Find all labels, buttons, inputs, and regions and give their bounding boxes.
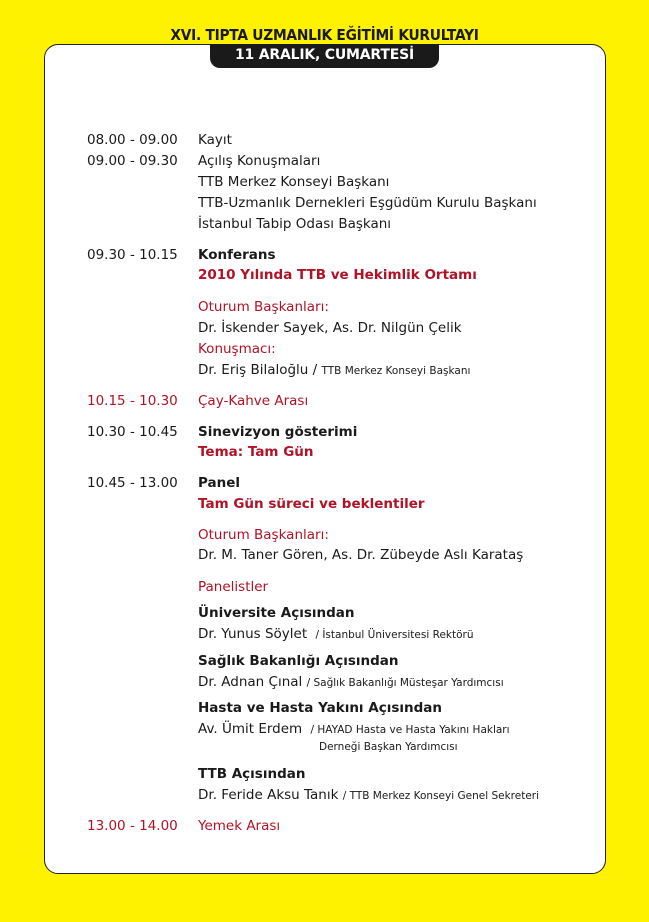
panelist-role: / İstanbul Üniversitesi Rektörü [315,629,474,641]
chairs-names: Dr. İskender Sayek, As. Dr. Nilgün Çelik [198,320,462,336]
speaker-role: TTB Merkez Konseyi Başkanı [321,365,471,377]
speaker-item: İstanbul Tabip Odası Başkanı [198,216,392,232]
speaker-line [198,362,470,378]
session-time: 13.00 - 14.00 [87,818,178,834]
panelist-role: / Sağlık Bakanlığı Müsteşar Yardımcısı [306,677,504,689]
session-title: Kayıt [198,132,232,148]
speaker-item: TTB Merkez Konseyi Başkanı [198,174,390,190]
panelist-line [198,721,510,737]
session-time: 10.15 - 10.30 [87,393,178,409]
chairs-label: Oturum Başkanları: [198,527,329,543]
session-title: Çay-Kahve Arası [198,393,309,409]
session-subtitle: Tam Gün süreci ve beklentiler [198,496,425,512]
panelist-heading: TTB Açısından [198,766,306,782]
speaker-name: Dr. Eriş Bilaloğlu / [198,362,318,378]
session-title: Konferans [198,247,276,263]
panelist-name: Av. Ümit Erdem [198,721,303,737]
session-title: Açılış Konuşmaları [198,153,321,169]
panelist-line [198,674,504,690]
chairs-names: Dr. M. Taner Gören, As. Dr. Zübeyde Aslı Karataş [198,547,524,563]
panelists-label: Panelistler [198,579,269,595]
panelist-line [198,626,474,642]
panelist-name: Dr. Yunus Söylet [198,626,308,642]
session-time: 09.00 - 09.30 [87,153,178,169]
session-time: 09.30 - 10.15 [87,247,178,263]
panelist-line [198,787,539,803]
panelist-heading: Üniversite Açısından [198,605,355,621]
session-time: 10.45 - 13.00 [87,475,178,491]
session-title: Yemek Arası [198,818,281,834]
panelist-role: / HAYAD Hasta ve Hasta Yakını Hakları [310,724,510,736]
panelist-role: / TTB Merkez Konseyi Genel Sekreteri [342,790,540,802]
panelist-heading: Sağlık Bakanlığı Açısından [198,653,399,669]
session-time: 08.00 - 09.00 [87,132,178,148]
chairs-label: Oturum Başkanları: [198,299,329,315]
session-subtitle: 2010 Yılında TTB ve Hekimlik Ortamı [198,267,477,283]
session-subtitle: Tema: Tam Gün [198,444,314,460]
session-time: 10.30 - 10.45 [87,424,178,440]
session-title: Sinevizyon gösterimi [198,424,358,440]
panelist-heading: Hasta ve Hasta Yakını Açısından [198,700,442,716]
speaker-label: Konuşmacı: [198,341,276,357]
panelist-role-cont: Derneği Başkan Yardımcısı [319,741,458,753]
panelist-name: Dr. Feride Aksu Tanık [198,787,339,803]
panelist-name: Dr. Adnan Çınal [198,674,303,690]
session-title: Panel [198,475,241,491]
date-badge: 11 ARALIK, CUMARTESİ [210,44,439,68]
event-title: XVI. TIPTA UZMANLIK EĞİTİMİ KURULTAYI [170,26,479,44]
speaker-item: TTB-Uzmanlık Dernekleri Eşgüdüm Kurulu Başkanı [198,195,537,211]
